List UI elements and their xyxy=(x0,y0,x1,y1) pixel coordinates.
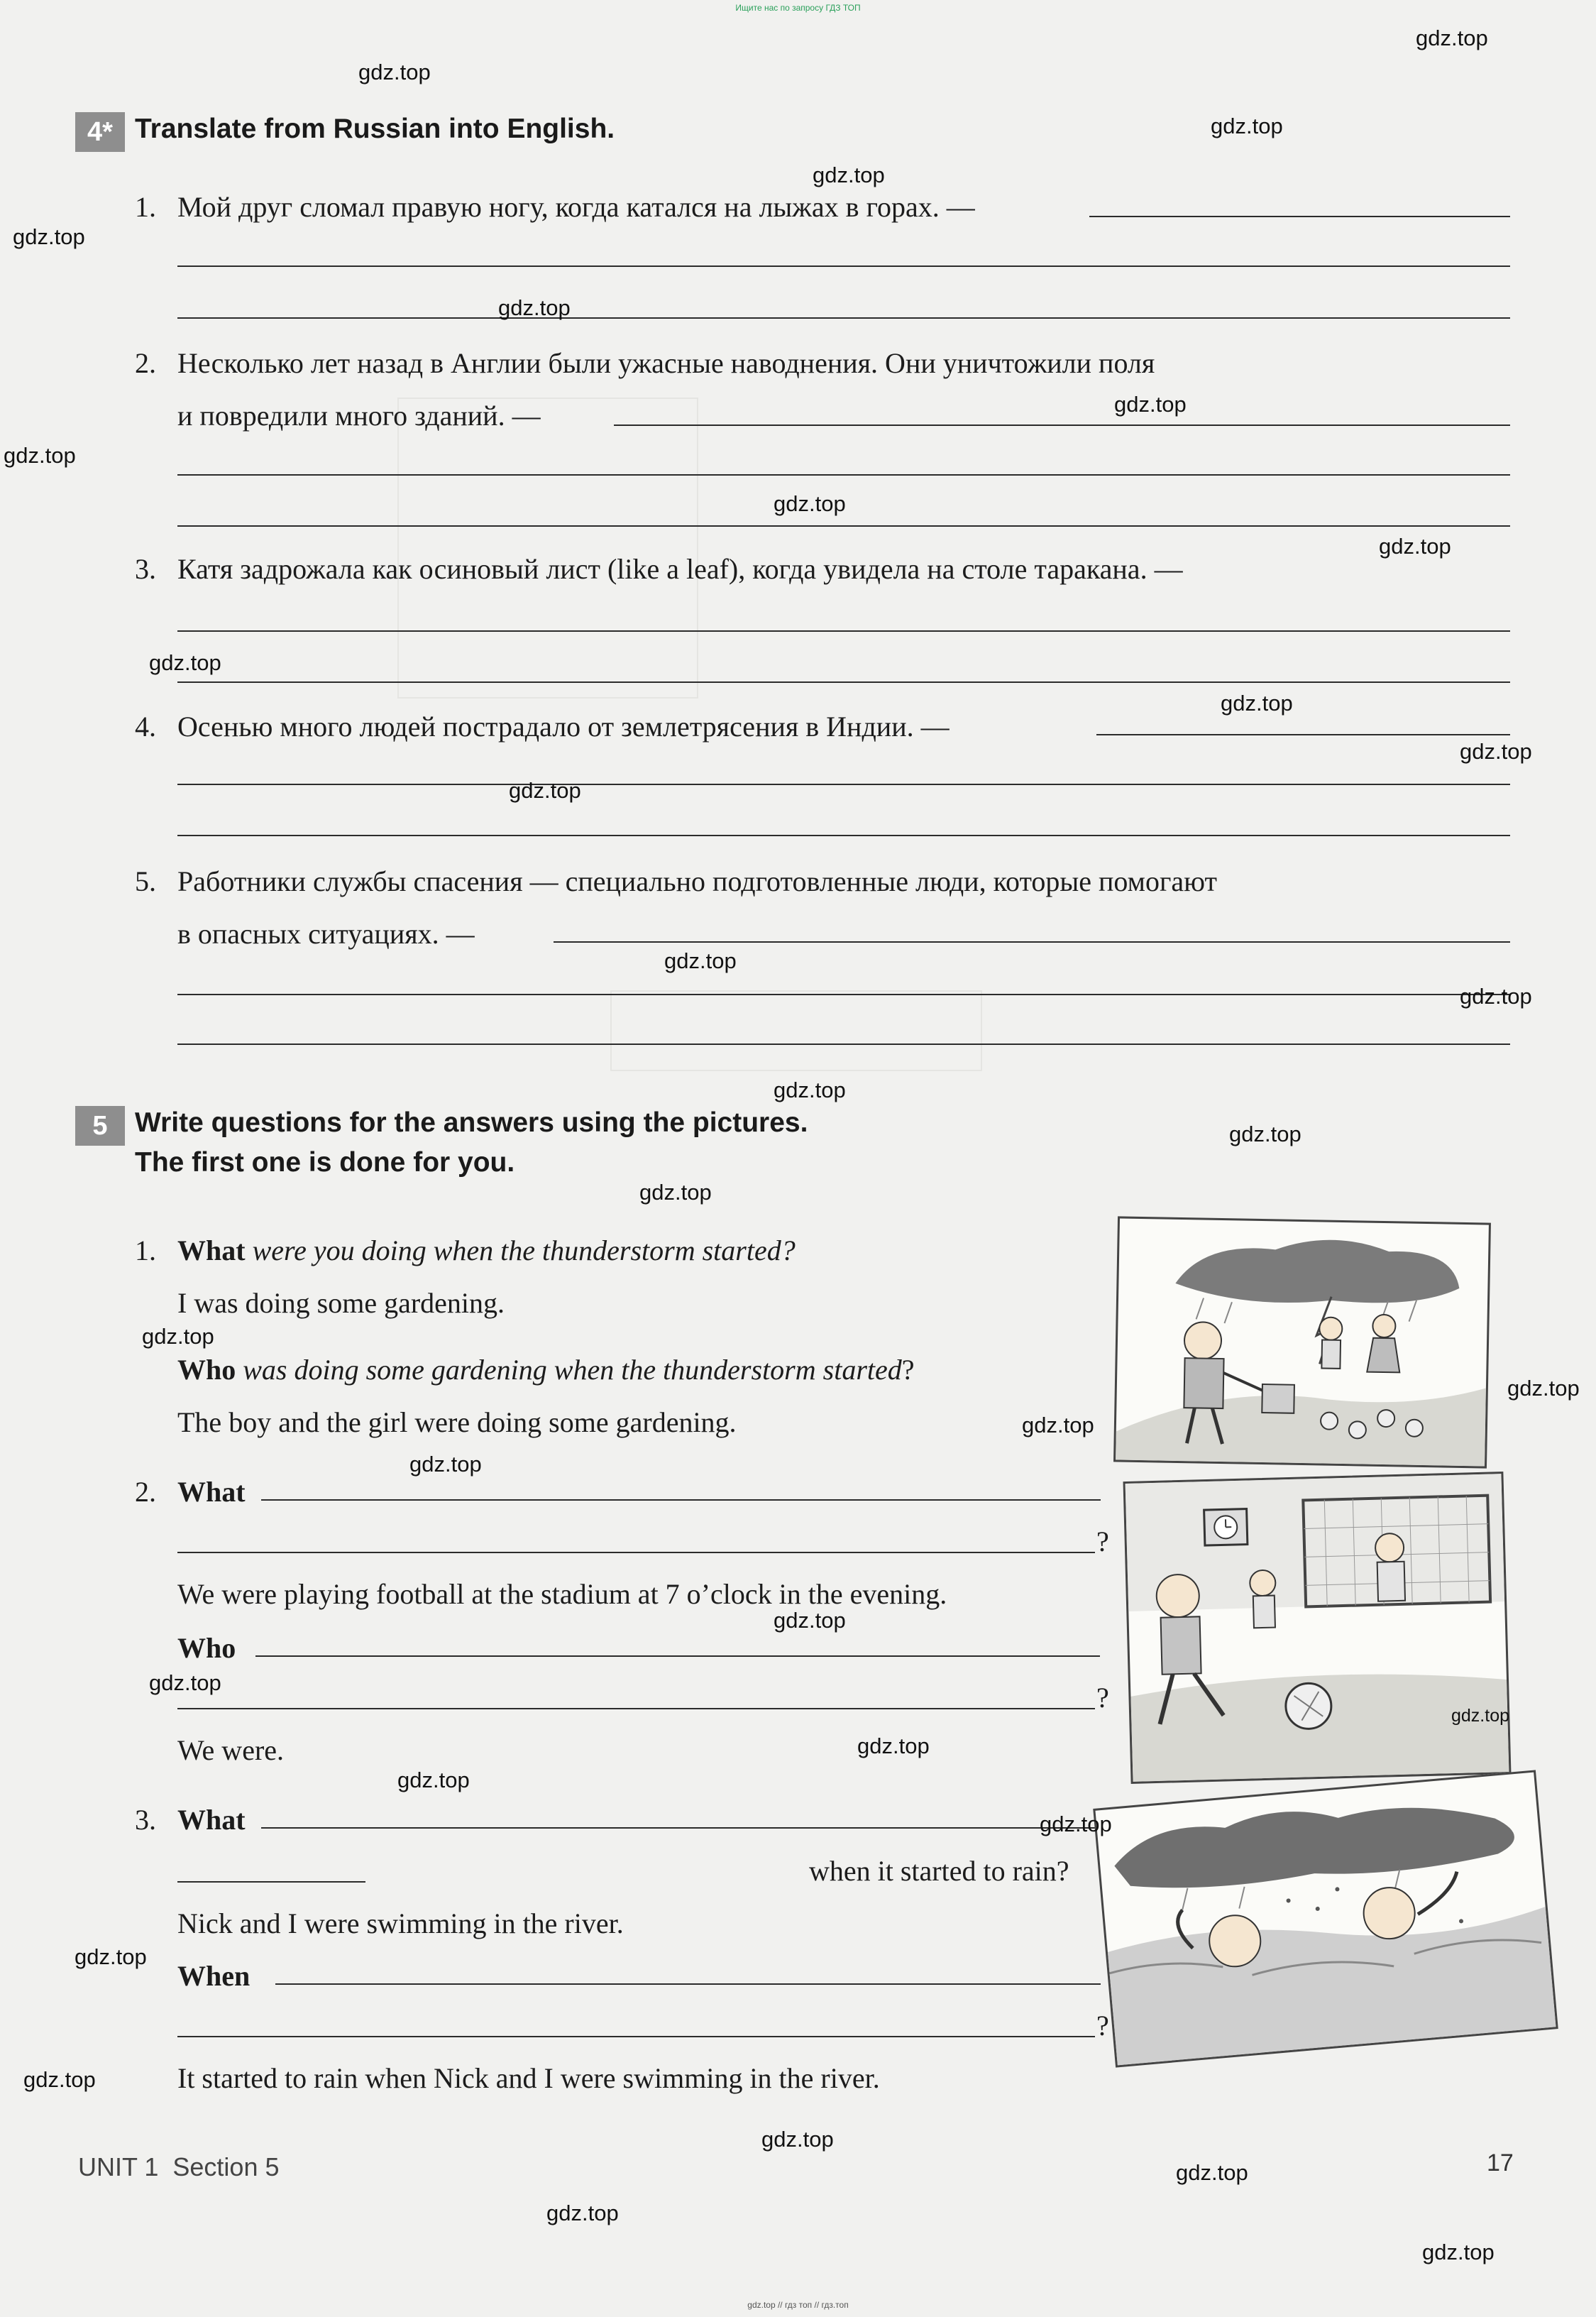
ex4-item5-answer-line-1[interactable] xyxy=(554,941,1510,943)
watermark: gdz.top xyxy=(1221,691,1293,716)
watermark: gdz.top xyxy=(397,1768,470,1792)
ex4-item2-answer-line-2[interactable] xyxy=(177,474,1510,476)
watermark: gdz.top xyxy=(142,1324,214,1349)
ex4-item4-answer-line-3[interactable] xyxy=(177,835,1510,836)
watermark: gdz.top xyxy=(1422,2240,1495,2264)
watermark: gdz.top xyxy=(1040,1812,1112,1836)
ex4-item1-text: Мой друг сломал правую ногу, когда катался на лыжах в горах. — xyxy=(177,191,975,223)
ex5-q1-question xyxy=(177,1234,796,1267)
ex5-q1-what-rest: were you doing when the thunderstorm started? xyxy=(252,1234,796,1266)
football-picture xyxy=(1123,1472,1512,1784)
exercise-4-title: Translate from Russian into English. xyxy=(135,114,615,144)
ex4-item3-answer-line-1[interactable] xyxy=(177,630,1510,632)
ex5-q3-when-line-2[interactable] xyxy=(177,2036,1095,2037)
watermark: gdz.top xyxy=(639,1180,712,1205)
header-note: Ищите нас по запросу ГДЗ ТОП xyxy=(735,3,861,13)
watermark: gdz.top xyxy=(1022,1413,1094,1437)
watermark: gdz.top xyxy=(1460,739,1532,764)
watermark: gdz.top xyxy=(813,163,885,187)
ex4-item5-text-2: в опасных ситуациях. — xyxy=(177,918,475,950)
ex5-q3-when-mark: ? xyxy=(1096,2010,1109,2042)
exercise-4-number: 4* xyxy=(75,112,125,152)
ex5-q2-who-mark: ? xyxy=(1096,1682,1109,1714)
ex4-item5-number: 5. xyxy=(135,865,156,897)
watermark: gdz.top xyxy=(1507,1376,1580,1401)
ex4-item2-answer-line-3[interactable] xyxy=(177,525,1510,527)
football-illustration xyxy=(1126,1474,1509,1782)
watermark: gdz.top xyxy=(761,2127,834,2152)
watermark: gdz.top xyxy=(1379,534,1451,559)
watermark: gdz.top xyxy=(409,1452,482,1477)
footer-unit: UNIT 1 xyxy=(78,2152,159,2181)
gardening-picture xyxy=(1113,1216,1491,1468)
page-number: 17 xyxy=(1487,2149,1514,2176)
ex5-q2-what-line-2[interactable] xyxy=(177,1552,1095,1553)
ex5-q1-what-word: What xyxy=(177,1234,246,1266)
watermark: gdz.top xyxy=(774,491,846,516)
show-through-box xyxy=(610,990,982,1071)
watermark: gdz.top xyxy=(23,2067,96,2092)
ex5-q3-what-line-1[interactable] xyxy=(261,1827,1101,1829)
ex4-item1-answer-line-2[interactable] xyxy=(177,265,1510,267)
ex5-q3-what-word: What xyxy=(177,1804,246,1836)
footer-note: gdz.top // гдз топ // гдз.топ xyxy=(747,2300,849,2310)
ex4-item2-text-2: и повредили много зданий. — xyxy=(177,400,541,432)
watermark: gdz.top xyxy=(358,60,431,84)
watermark: gdz.top xyxy=(75,1944,147,1969)
ex4-item1-number: 1. xyxy=(135,191,156,223)
ex4-item3-answer-line-2[interactable] xyxy=(177,681,1510,683)
watermark: gdz.top xyxy=(664,948,737,973)
ex4-item4-number: 4. xyxy=(135,711,156,743)
ex5-q3-answer-1: Nick and I were swimming in the river. xyxy=(177,1907,624,1939)
ex4-item4-text: Осенью много людей пострадало от землетрясения в Индии. — xyxy=(177,711,950,743)
watermark: gdz.top xyxy=(149,650,221,675)
ex5-q2-answer-1: We were playing football at the stadium at 7 o’clock in the evening. xyxy=(177,1578,947,1610)
ex4-item5-answer-line-2[interactable] xyxy=(177,994,1510,995)
watermark: gdz.top xyxy=(149,1670,221,1695)
swimming-picture xyxy=(1093,1770,1558,2067)
ex5-q3-what-line-2[interactable] xyxy=(177,1881,365,1883)
ex5-q2-who-line-1[interactable] xyxy=(255,1655,1100,1657)
exercise-5-title-1: Write questions for the answers using the pictures. xyxy=(135,1107,808,1138)
ex5-q2-who-word: Who xyxy=(177,1632,236,1664)
watermark: gdz.top xyxy=(1211,114,1283,138)
swimming-illustration xyxy=(1095,1773,1556,2066)
ex4-item1-answer-line-1[interactable] xyxy=(1089,216,1510,217)
ex5-q1-who-question xyxy=(177,1353,915,1386)
ex4-item4-answer-line-1[interactable] xyxy=(1096,734,1510,735)
ex5-q3-when-line-1[interactable] xyxy=(275,1983,1101,1985)
ex4-item2-answer-line-1[interactable] xyxy=(614,424,1510,426)
watermark: gdz.top xyxy=(774,1078,846,1102)
ex5-q2-what-word: What xyxy=(177,1476,246,1508)
watermark: gdz.top xyxy=(13,224,85,249)
ex5-q3-when-word: When xyxy=(177,1960,251,1992)
watermark: gdz.top xyxy=(1460,984,1532,1009)
ex5-q2-number: 2. xyxy=(135,1476,156,1508)
ex4-item5-answer-line-3[interactable] xyxy=(177,1044,1510,1045)
ex4-item5-text-1: Работники службы спасения — специально подготовленные люди, которые помогают xyxy=(177,865,1217,897)
ex4-item4-answer-line-2[interactable] xyxy=(177,784,1510,785)
ex5-q1-number: 1. xyxy=(135,1234,156,1266)
footer-unit-section xyxy=(78,2152,280,2182)
watermark: gdz.top xyxy=(1114,392,1187,417)
ex5-q3-tail: when it started to rain? xyxy=(809,1855,1069,1887)
ex5-q2-what-line-1[interactable] xyxy=(261,1499,1101,1501)
watermark: gdz.top xyxy=(857,1733,930,1758)
watermark: gdz.top xyxy=(498,295,571,320)
ex5-q1-who-mark: ? xyxy=(901,1354,915,1386)
ex5-q1-answer-2: The boy and the girl were doing some gardening. xyxy=(177,1406,737,1438)
ex4-item2-number: 2. xyxy=(135,347,156,379)
watermark: gdz.top xyxy=(774,1608,846,1633)
ex5-q1-answer-1: I was doing some gardening. xyxy=(177,1287,505,1319)
exercise-5-title-2: The first one is done for you. xyxy=(135,1147,515,1178)
ex5-q1-who-rest: was doing some gardening when the thunderstorm started xyxy=(243,1354,902,1386)
watermark: gdz.top xyxy=(546,2201,619,2225)
show-through-picture xyxy=(397,398,698,699)
footer-section: Section 5 xyxy=(172,2152,280,2181)
watermark: gdz.top xyxy=(1416,26,1488,50)
ex5-q3-answer-2: It started to rain when Nick and I were swimming in the river. xyxy=(177,2062,880,2094)
watermark: gdz.top xyxy=(4,443,76,468)
gardening-illustration xyxy=(1116,1218,1489,1466)
watermark: gdz.top xyxy=(1229,1122,1301,1146)
exercise-5-number: 5 xyxy=(75,1106,125,1146)
watermark: gdz.top xyxy=(1176,2160,1248,2185)
ex5-q2-answer-2: We were. xyxy=(177,1734,285,1766)
watermark: gdz.top xyxy=(1451,1706,1510,1726)
watermark: gdz.top xyxy=(509,778,581,803)
ex5-q2-what-mark: ? xyxy=(1096,1526,1109,1557)
ex5-q1-who-word: Who xyxy=(177,1354,236,1386)
ex4-item1-answer-line-3[interactable] xyxy=(177,317,1510,319)
ex5-q2-who-line-2[interactable] xyxy=(177,1708,1095,1709)
ex4-item3-text: Катя задрожала как осиновый лист (like a leaf), когда увидела на столе таракана. — xyxy=(177,553,1183,585)
ex4-item3-number: 3. xyxy=(135,553,156,585)
ex4-item2-text-1: Несколько лет назад в Англии были ужасные наводнения. Они уничтожили поля xyxy=(177,347,1155,379)
ex5-q3-number: 3. xyxy=(135,1804,156,1836)
